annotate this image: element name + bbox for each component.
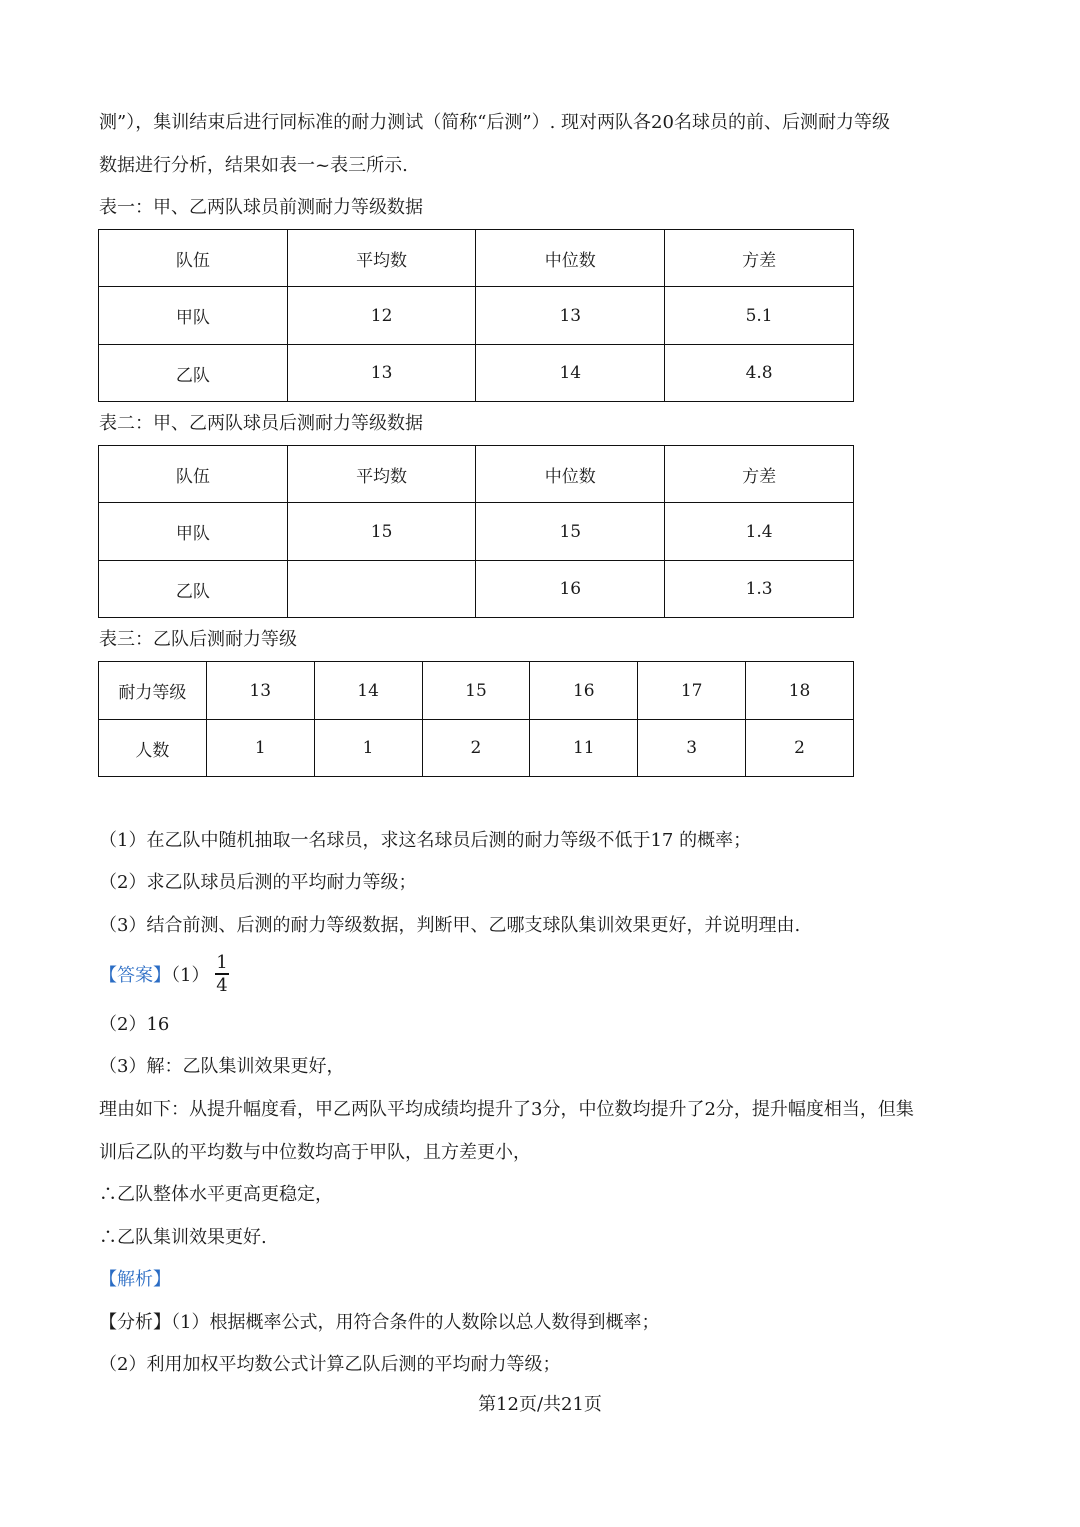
table1-header-cell: 平均数 [287,230,476,287]
table3-cell: 15 [422,662,530,720]
table2 [98,445,854,618]
table1-header-cell: 队伍 [99,230,288,287]
table1-cell: 甲队 [99,287,288,345]
fraction-numerator: 1 [216,952,228,973]
answer-fraction [214,953,230,997]
fraction-denominator: 4 [216,974,228,996]
answer-part2: （2）16 [99,1014,170,1035]
table-row [99,503,854,561]
table3-cell: 2 [746,720,854,777]
question-2: （2）求乙队球员后测的平均耐力等级； [99,872,417,893]
table1-cell: 4.8 [665,345,854,402]
table1-cell: 乙队 [99,345,288,402]
table1-cell: 13 [287,345,476,402]
answer-part3-line-4: ∴乙队整体水平更高更稳定， [99,1184,333,1205]
table3-cell: 2 [422,720,530,777]
table2-cell: 1.4 [665,503,854,561]
table2-header-cell: 平均数 [287,446,476,503]
table1-cell: 5.1 [665,287,854,345]
table2-header-row [99,446,854,503]
table2-cell: 1.3 [665,561,854,618]
table-row [99,287,854,345]
table3-cell: 13 [206,662,314,720]
analysis-line-1 [99,1310,659,1336]
answer-part3-line-3: 训后乙队的平均数与中位数均高于甲队，且方差更小， [99,1142,531,1163]
table3-cell: 3 [638,720,746,777]
table2-cell: 15 [476,503,665,561]
table-row [99,662,854,720]
answer-part1-prefix: （1） [171,965,210,986]
table1-header-row [99,230,854,287]
table2-cell: 乙队 [99,561,288,618]
table2-cell: 甲队 [99,503,288,561]
table3 [98,661,854,777]
table2-cell: 16 [476,561,665,618]
answer-label: 【答案】 [99,965,171,986]
fenxi-text: （1）根据概率公式，用符合条件的人数除以总人数得到概率； [171,1312,660,1333]
table2-header-cell: 队伍 [99,446,288,503]
table1-cell: 12 [287,287,476,345]
table1-caption: 表一：甲、乙两队球员前测耐力等级数据 [99,197,423,218]
table2-header-cell: 方差 [665,446,854,503]
table3-cell: 14 [314,662,422,720]
table1-header-cell: 中位数 [476,230,665,287]
table3-cell: 11 [530,720,638,777]
table2-caption: 表二：甲、乙两队球员后测耐力等级数据 [99,413,423,434]
table1-cell: 14 [476,345,665,402]
table3-cell: 1 [206,720,314,777]
table3-cell: 17 [638,662,746,720]
question-3: （3）结合前测、后测的耐力等级数据，判断甲、乙哪支球队集训效果更好，并说明理由. [99,915,801,936]
analysis-line-2: （2）利用加权平均数公式计算乙队后测的平均耐力等级； [99,1354,561,1375]
page-number: 第12页/共21页 [478,1394,602,1415]
table2-cell-empty [287,561,476,618]
fenxi-label: 【分析】 [99,1312,171,1333]
table3-caption: 表三：乙队后测耐力等级 [99,629,297,650]
analysis-label: 【解析】 [99,1269,171,1290]
table-row [99,720,854,777]
answer-part3-line-1: （3）解：乙队集训效果更好， [99,1056,345,1077]
table3-cell: 1 [314,720,422,777]
table3-cell: 耐力等级 [99,662,207,720]
intro-line-2: 数据进行分析，结果如表一~表三所示. [99,155,408,176]
answer-part3-line-2: 理由如下：从提升幅度看，甲乙两队平均成绩均提升了3分，中位数均提升了2分，提升幅度相当，但集 [99,1099,914,1120]
table2-header-cell: 中位数 [476,446,665,503]
table3-cell: 18 [746,662,854,720]
intro-line-1: 测”），集训结束后进行同标准的耐力测试（简称“后测”）. 现对两队各20名球员的前、后测耐力等级 [99,112,890,133]
table1-header-cell: 方差 [665,230,854,287]
answer-line-1 [99,963,209,989]
answer-part3-line-5: ∴乙队集训效果更好. [99,1227,267,1248]
table3-cell: 16 [530,662,638,720]
table1-cell: 13 [476,287,665,345]
table3-cell: 人数 [99,720,207,777]
table-row [99,345,854,402]
table2-cell: 15 [287,503,476,561]
question-1: （1）在乙队中随机抽取一名球员，求这名球员后测的耐力等级不低于17 的概率； [99,830,752,851]
table-row [99,561,854,618]
table1 [98,229,854,402]
